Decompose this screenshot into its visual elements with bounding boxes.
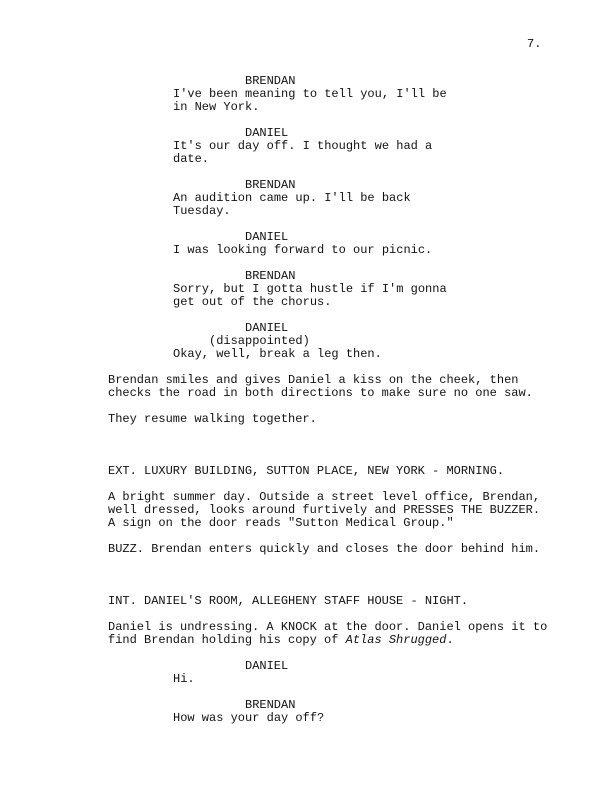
dialogue-line: I've been meaning to tell you, I'll be bbox=[173, 87, 447, 101]
action-line: Brendan smiles and gives Daniel a kiss on the cheek, then bbox=[108, 373, 519, 387]
action-line: A sign on the door reads "Sutton Medical Group." bbox=[108, 516, 454, 530]
dialogue-line: Hi. bbox=[173, 672, 195, 686]
dialogue-line: An audition came up. I'll be back bbox=[173, 191, 411, 205]
character-name: DANIEL bbox=[245, 126, 289, 140]
character-name: DANIEL bbox=[245, 321, 289, 335]
dialogue-line: in New York. bbox=[173, 100, 260, 114]
character-name: BRENDAN bbox=[245, 269, 296, 283]
action-line: checks the road in both directions to make sure no one saw. bbox=[108, 386, 533, 400]
dialogue-line: Tuesday. bbox=[173, 204, 231, 218]
dialogue-line: get out of the chorus. bbox=[173, 295, 332, 309]
scene-heading: INT. DANIEL'S ROOM, ALLEGHENY STAFF HOUSE - NIGHT. bbox=[108, 594, 469, 608]
scene-heading: EXT. LUXURY BUILDING, SUTTON PLACE, NEW YORK - MORNING. bbox=[108, 464, 505, 478]
dialogue-line: How was your day off? bbox=[173, 711, 325, 725]
action-line bbox=[108, 634, 454, 647]
dialogue-line: Sorry, but I gotta hustle if I'm gonna bbox=[173, 282, 447, 296]
action-text: find Brendan holding his copy of bbox=[108, 633, 346, 647]
action-line: A bright summer day. Outside a street level office, Brendan, bbox=[108, 490, 541, 504]
character-name: DANIEL bbox=[245, 230, 289, 244]
action-line: Daniel is undressing. A KNOCK at the door. Daniel opens it to bbox=[108, 620, 548, 634]
dialogue-line: I was looking forward to our picnic. bbox=[173, 243, 433, 257]
action-line: well dressed, looks around furtively and PRESSES THE BUZZER. bbox=[108, 503, 541, 517]
dialogue-line: Okay, well, break a leg then. bbox=[173, 347, 382, 361]
dialogue-line: It's our day off. I thought we had a bbox=[173, 139, 433, 153]
action-line: BUZZ. Brendan enters quickly and closes the door behind him. bbox=[108, 542, 541, 556]
parenthetical: (disappointed) bbox=[209, 334, 310, 348]
action-text: . bbox=[446, 633, 454, 647]
character-name: BRENDAN bbox=[245, 698, 296, 712]
dialogue-line: date. bbox=[173, 152, 210, 166]
page-number: 7. bbox=[527, 37, 542, 51]
character-name: DANIEL bbox=[245, 659, 289, 673]
character-name: BRENDAN bbox=[245, 178, 296, 192]
action-line: They resume walking together. bbox=[108, 412, 317, 426]
character-name: BRENDAN bbox=[245, 74, 296, 88]
book-title: Atlas Shrugged bbox=[345, 633, 447, 647]
